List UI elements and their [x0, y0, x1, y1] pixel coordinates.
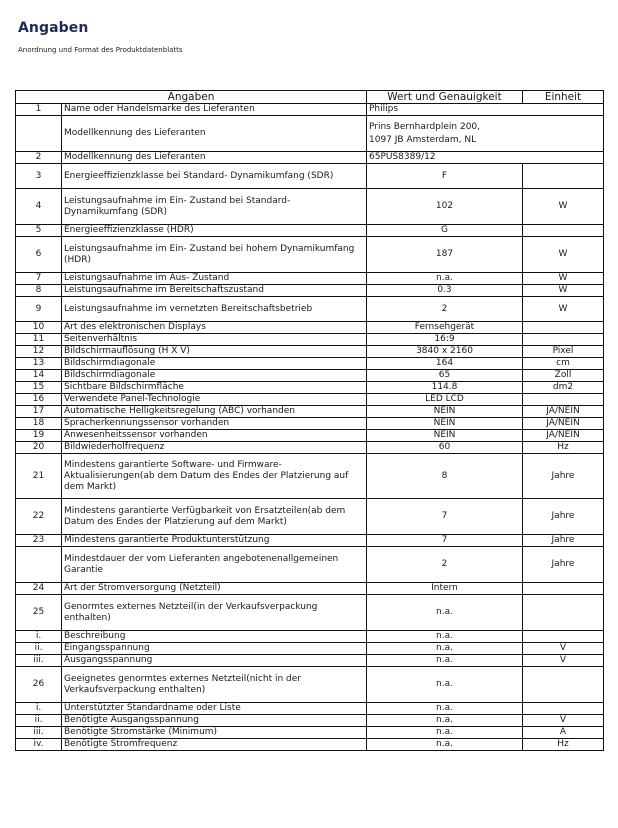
table-row: [16, 739, 604, 751]
row-description: Bildschirmdiagonale: [62, 370, 367, 382]
row-description: Art des elektronischen Displays: [62, 322, 367, 334]
row-index: 6: [16, 237, 62, 273]
row-unit: W: [523, 285, 604, 297]
row-index: iii.: [16, 727, 62, 739]
row-index: 23: [16, 535, 62, 547]
row-description: Benötigte Stromfrequenz: [62, 739, 367, 751]
row-value: 187: [367, 237, 523, 273]
table-row: [16, 655, 604, 667]
row-unit: dm2: [523, 382, 604, 394]
row-unit: [523, 631, 604, 643]
column-header-value: Wert und Genauigkeit: [367, 91, 523, 104]
row-description: Leistungsaufnahme im Bereitschaftszustand: [62, 285, 367, 297]
row-index: 17: [16, 406, 62, 418]
row-value: F: [367, 164, 523, 189]
row-description: Unterstützter Standardname oder Liste: [62, 703, 367, 715]
table-row: [16, 727, 604, 739]
row-value: n.a.: [367, 667, 523, 703]
row-unit: V: [523, 655, 604, 667]
row-value: Fernsehgerät: [367, 322, 523, 334]
row-unit: [523, 667, 604, 703]
row-description: Benötigte Stromstärke (Minimum): [62, 727, 367, 739]
row-value: 3840 x 2160: [367, 346, 523, 358]
row-value: n.a.: [367, 727, 523, 739]
row-index: i.: [16, 631, 62, 643]
table-row: [16, 394, 604, 406]
row-index: 2: [16, 152, 62, 164]
row-index: 21: [16, 454, 62, 499]
row-unit: cm: [523, 358, 604, 370]
table-row: [16, 225, 604, 237]
table-row: [16, 583, 604, 595]
row-description: Energieeffizienzklasse (HDR): [62, 225, 367, 237]
row-description: Ausgangsspannung: [62, 655, 367, 667]
table-row: [16, 104, 604, 116]
row-index: iii.: [16, 655, 62, 667]
table-row: [16, 499, 604, 535]
row-description: Geeignetes genormtes externes Netzteil(nicht in der Verkaufsverpackung enthalten): [62, 667, 367, 703]
row-unit: Jahre: [523, 547, 604, 583]
row-value: n.a.: [367, 643, 523, 655]
row-index: 20: [16, 442, 62, 454]
row-description: Mindestens garantierte Software- und Firmware- Aktualisierungen(ab dem Datum des Endes der Platzierung auf dem Markt): [62, 454, 367, 499]
row-description: Seitenverhältnis: [62, 334, 367, 346]
row-value: 65: [367, 370, 523, 382]
row-description: Sichtbare Bildschirmfläche: [62, 382, 367, 394]
row-description: Energieeffizienzklasse bei Standard- Dynamikumfang (SDR): [62, 164, 367, 189]
row-description: Leistungsaufnahme im Ein- Zustand bei Standard- Dynamikumfang (SDR): [62, 189, 367, 225]
table-row: [16, 631, 604, 643]
table-row: [16, 334, 604, 346]
row-description: Mindestdauer der vom Lieferanten angebotenenallgemeinen Garantie: [62, 547, 367, 583]
row-value: 2: [367, 547, 523, 583]
row-value: LED LCD: [367, 394, 523, 406]
row-unit: Pixel: [523, 346, 604, 358]
row-unit: A: [523, 727, 604, 739]
row-description: Bildschirmauflösung (H X V): [62, 346, 367, 358]
table-row: [16, 189, 604, 225]
row-unit: JA/NEIN: [523, 418, 604, 430]
row-value: n.a.: [367, 739, 523, 751]
row-value: n.a.: [367, 595, 523, 631]
row-unit: W: [523, 237, 604, 273]
row-unit: [523, 322, 604, 334]
table-row: [16, 346, 604, 358]
row-index: 8: [16, 285, 62, 297]
row-unit: Jahre: [523, 499, 604, 535]
table-row: [16, 442, 604, 454]
row-value: 65PUS8389/12: [367, 152, 604, 164]
row-index: i.: [16, 703, 62, 715]
row-unit: Hz: [523, 442, 604, 454]
table-row: [16, 454, 604, 499]
row-description: Benötigte Ausgangsspannung: [62, 715, 367, 727]
row-index: 15: [16, 382, 62, 394]
row-value: NEIN: [367, 406, 523, 418]
row-description: Name oder Handelsmarke des Lieferanten: [62, 104, 367, 116]
row-description: Mindestens garantierte Produktunterstützung: [62, 535, 367, 547]
column-header-description: Angaben: [16, 91, 367, 104]
row-description: Automatische Helligkeitsregelung (ABC) vorhanden: [62, 406, 367, 418]
row-value: 7: [367, 535, 523, 547]
table-row: [16, 370, 604, 382]
row-index: ii.: [16, 643, 62, 655]
row-index: [16, 547, 62, 583]
row-description: Modellkennung des Lieferanten: [62, 152, 367, 164]
row-index: 26: [16, 667, 62, 703]
row-unit: [523, 394, 604, 406]
row-index: ii.: [16, 715, 62, 727]
table-row: [16, 430, 604, 442]
table-row: [16, 285, 604, 297]
row-index: 13: [16, 358, 62, 370]
row-description: Leistungsaufnahme im Ein- Zustand bei hohem Dynamikumfang (HDR): [62, 237, 367, 273]
table-row: [16, 322, 604, 334]
column-header-unit: Einheit: [523, 91, 604, 104]
row-unit: Zoll: [523, 370, 604, 382]
row-value: n.a.: [367, 703, 523, 715]
row-index: 10: [16, 322, 62, 334]
row-value: Prins Bernhardplein 200, 1097 JB Amsterdam, NL: [367, 116, 604, 152]
row-value: NEIN: [367, 418, 523, 430]
row-value: n.a.: [367, 631, 523, 643]
row-index: [16, 116, 62, 152]
row-index: 19: [16, 430, 62, 442]
row-description: Spracherkennungssensor vorhanden: [62, 418, 367, 430]
row-index: 9: [16, 297, 62, 322]
row-index: 24: [16, 583, 62, 595]
table-row: [16, 164, 604, 189]
row-value: 2: [367, 297, 523, 322]
row-description: Beschreibung: [62, 631, 367, 643]
row-unit: JA/NEIN: [523, 430, 604, 442]
row-unit: [523, 334, 604, 346]
row-value: 114.8: [367, 382, 523, 394]
table-row: [16, 418, 604, 430]
row-description: Bildwiederholfrequenz: [62, 442, 367, 454]
row-unit: [523, 164, 604, 189]
row-value: NEIN: [367, 430, 523, 442]
row-description: Eingangsspannung: [62, 643, 367, 655]
row-index: iv.: [16, 739, 62, 751]
row-index: 3: [16, 164, 62, 189]
row-unit: W: [523, 189, 604, 225]
row-unit: W: [523, 273, 604, 285]
table-row: [16, 152, 604, 164]
row-value: 16:9: [367, 334, 523, 346]
row-unit: [523, 595, 604, 631]
row-index: 4: [16, 189, 62, 225]
table-row: [16, 297, 604, 322]
row-index: 16: [16, 394, 62, 406]
row-description: Art der Stromversorgung (Netzteil): [62, 583, 367, 595]
row-value: n.a.: [367, 273, 523, 285]
row-value: n.a.: [367, 655, 523, 667]
row-unit: V: [523, 715, 604, 727]
row-description: Genormtes externes Netzteil(in der Verkaufsverpackung enthalten): [62, 595, 367, 631]
row-unit: JA/NEIN: [523, 406, 604, 418]
row-index: 22: [16, 499, 62, 535]
row-index: 25: [16, 595, 62, 631]
row-index: 7: [16, 273, 62, 285]
table-row: [16, 406, 604, 418]
row-description: Verwendete Panel-Technologie: [62, 394, 367, 406]
table-row: [16, 358, 604, 370]
row-value: 102: [367, 189, 523, 225]
row-unit: [523, 225, 604, 237]
row-index: 18: [16, 418, 62, 430]
row-unit: [523, 703, 604, 715]
table-row: [16, 116, 604, 152]
table-row: [16, 535, 604, 547]
row-value: G: [367, 225, 523, 237]
row-value: 60: [367, 442, 523, 454]
row-description: Leistungsaufnahme im Aus- Zustand: [62, 273, 367, 285]
row-value: 164: [367, 358, 523, 370]
table-row: [16, 382, 604, 394]
table-header-row: [16, 91, 604, 104]
table-row: [16, 643, 604, 655]
table-row: [16, 273, 604, 285]
row-value: 0.3: [367, 285, 523, 297]
row-value: Philips: [367, 104, 604, 116]
row-unit: Hz: [523, 739, 604, 751]
page-subtitle: Anordnung und Format des Produktdatenblatts: [18, 46, 183, 54]
page-title: Angaben: [18, 20, 89, 36]
row-value: Intern: [367, 583, 523, 595]
row-unit: Jahre: [523, 454, 604, 499]
row-description: Bildschirmdiagonale: [62, 358, 367, 370]
table-row: [16, 547, 604, 583]
row-index: 1: [16, 104, 62, 116]
row-unit: [523, 583, 604, 595]
table-row: [16, 595, 604, 631]
row-value: 7: [367, 499, 523, 535]
row-value: 8: [367, 454, 523, 499]
table-row: [16, 667, 604, 703]
row-description: Mindestens garantierte Verfügbarkeit von Ersatzteilen(ab dem Datum des Endes der Platzierung auf dem Markt): [62, 499, 367, 535]
product-datasheet-table: [15, 90, 604, 751]
row-description: Anwesenheitssensor vorhanden: [62, 430, 367, 442]
row-unit: Jahre: [523, 535, 604, 547]
row-unit: W: [523, 297, 604, 322]
row-index: 12: [16, 346, 62, 358]
table-row: [16, 237, 604, 273]
row-value: n.a.: [367, 715, 523, 727]
row-unit: V: [523, 643, 604, 655]
table-row: [16, 715, 604, 727]
row-description: Leistungsaufnahme im vernetzten Bereitschaftsbetrieb: [62, 297, 367, 322]
table-row: [16, 703, 604, 715]
row-description: Modellkennung des Lieferanten: [62, 116, 367, 152]
row-index: 5: [16, 225, 62, 237]
row-index: 11: [16, 334, 62, 346]
row-index: 14: [16, 370, 62, 382]
